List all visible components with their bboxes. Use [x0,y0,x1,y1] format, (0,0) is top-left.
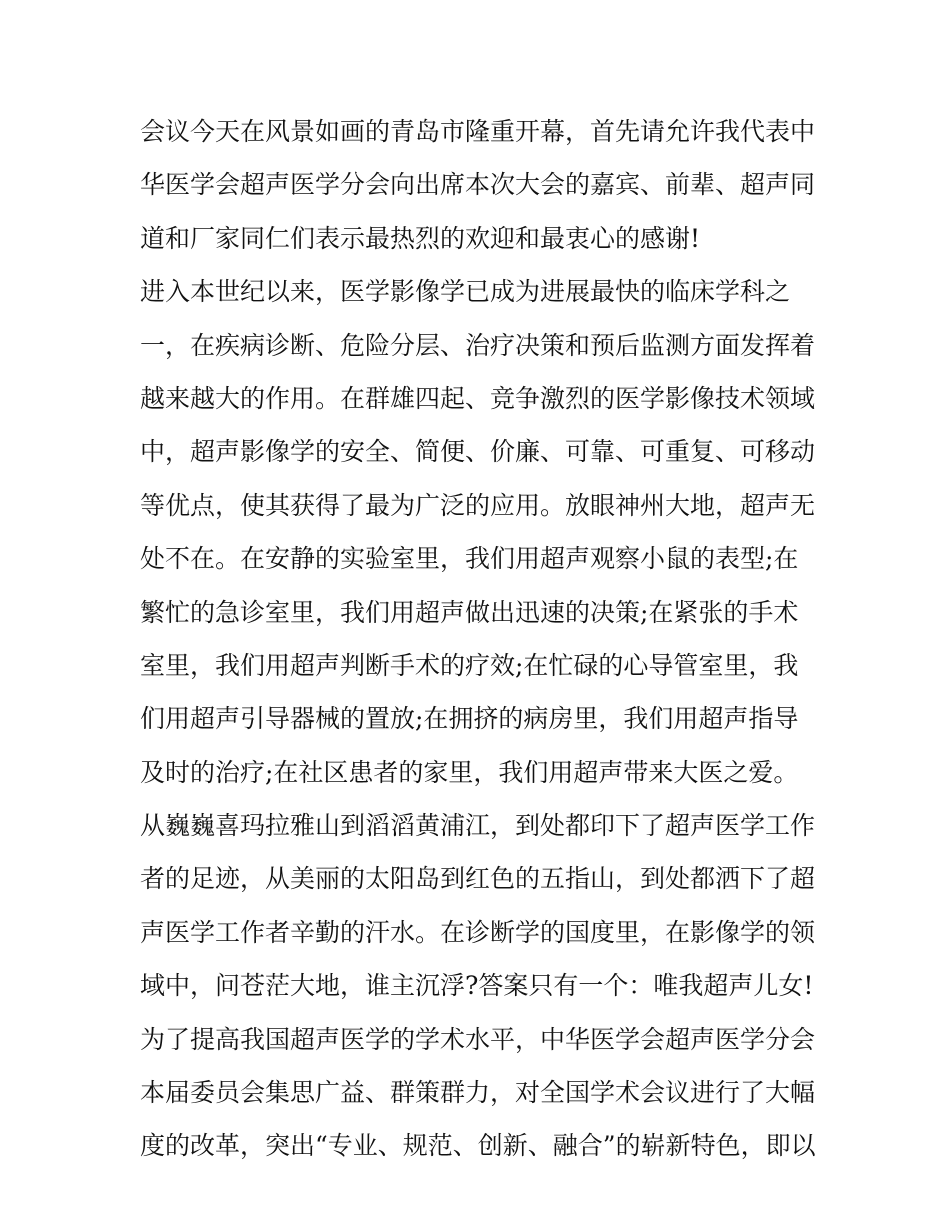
text-line-18: 为了提高我国超声医学的学术水平，中华医学会超声医学分会 [140,1024,816,1054]
text-line-13: 及时的治疗;在社区患者的家里，我们用超声带来大医之爱。 [140,757,799,787]
text-line-5: 一，在疾病诊断、危险分层、治疗决策和预后监测方面发挥着 [140,330,816,360]
text-line-20: 度的改革，突出“专业、规范、创新、融合”的崭新特色，即以 [140,1131,816,1161]
body-text [140,105,820,1173]
text-line-3: 道和厂家同仁们表示最热烈的欢迎和最衷心的感谢! [140,223,701,253]
text-line-1: 会议今天在风景如画的青岛市隆重开幕，首先请允许我代表中 [140,117,816,146]
text-line-17: 域中，问苍茫大地，谁主沉浮?答案只有一个：唯我超声儿女! [140,971,814,1001]
text-line-11: 室里，我们用超声判断手术的疗效;在忙碌的心导管室里，我 [140,650,799,680]
text-line-8: 等优点，使其获得了最为广泛的应用。放眼神州大地，超声无 [140,490,816,520]
text-line-6: 越来越大的作用。在群雄四起、竞争激烈的医学影像技术领域 [140,383,816,413]
text-line-14: 从巍巍喜玛拉雅山到滔滔黄浦江，到处都印下了超声医学工作 [140,811,816,841]
text-line-16: 声医学工作者辛勤的汗水。在诊断学的国度里，在影像学的领 [140,917,816,947]
text-line-10: 繁忙的急诊室里，我们用超声做出迅速的决策;在紧张的手术 [140,597,799,627]
text-line-15: 者的足迹，从美丽的太阳岛到红色的五指山，到处都洒下了超 [140,864,816,894]
text-line-4: 进入本世纪以来，医学影像学已成为进展最快的临床学科之 [140,277,791,307]
text-line-7: 中，超声影像学的安全、简便、价廉、可靠、可重复、可移动 [140,437,816,467]
text-line-9: 处不在。在安静的实验室里，我们用超声观察小鼠的表型;在 [140,544,799,574]
text-line-12: 们用超声引导器械的置放;在拥挤的病房里，我们用超声指导 [140,704,799,734]
text-line-2: 华医学会超声医学分会向出席本次大会的嘉宾、前辈、超声同 [140,170,816,200]
text-line-19: 本届委员会集思广益、群策群力，对全国学术会议进行了大幅 [140,1078,816,1108]
